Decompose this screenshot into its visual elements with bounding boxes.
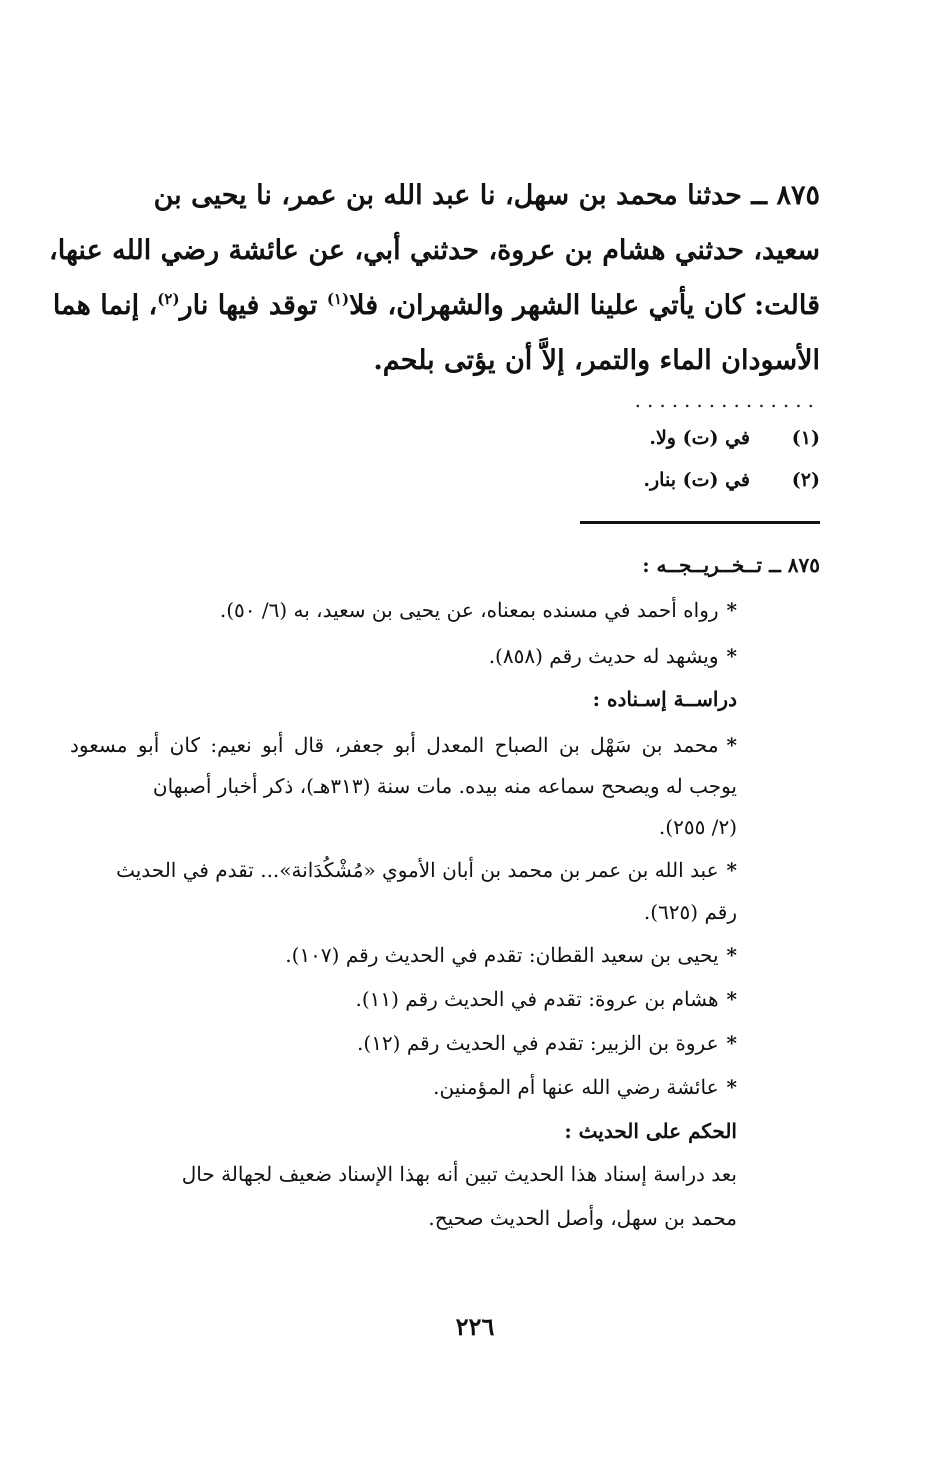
footnote-marker: (٢) [157, 290, 180, 308]
footnote [420, 427, 820, 449]
footnote-text: في (ت) بنار. [643, 469, 750, 491]
list-item [0, 598, 737, 622]
bullet-star-icon: * [726, 943, 737, 967]
hadith-line: ٨٧٥ ــ حدثنا محمد بن سهل، نا عبد الله بن عمر، نا يحيى بن [153, 180, 820, 211]
page-number: ٢٢٦ [455, 1312, 495, 1341]
isnad-paragraph-line [70, 733, 737, 757]
hukm-heading: الحكم على الحديث : [564, 1119, 737, 1143]
hadith-text-part: قالت: كان يأتي علينا الشهر والشهران، فلا [349, 290, 820, 321]
isnad-text: محمد بن سَهْل بن الصباح المعدل أبو جعفر، قال أبو نعيم: كان أبو مسعود [70, 733, 719, 757]
takhrij-item: رواه أحمد في مسنده بمعناه، عن يحيى بن سعيد، به (٦/ ٥٠). [219, 598, 719, 622]
bullet-star-icon: * [726, 598, 737, 622]
bullet-star-icon: * [726, 1031, 737, 1055]
bullet-star-icon: * [726, 858, 737, 882]
isnad-item: يحيى بن سعيد القطان: تقدم في الحديث رقم (١٠٧). [285, 943, 719, 967]
footnote-number: (١) [791, 427, 820, 449]
isnad-paragraph-line: (٢/ ٢٥٥). [658, 815, 737, 839]
hukm-paragraph-line: بعد دراسة إسناد هذا الحديث تبين أنه بهذا الإسناد ضعيف لجهالة حال [181, 1162, 737, 1186]
list-item [0, 943, 737, 967]
hadith-line: سعيد، حدثني هشام بن عروة، حدثني أبي، عن عائشة رضي الله عنها، [49, 235, 820, 266]
isnad-item: عائشة رضي الله عنها أم المؤمنين. [433, 1075, 719, 1099]
hadith-line: الأسودان الماء والتمر، إلاَّ أن يؤتى بلحم. [373, 345, 820, 376]
footnote-marker: (١) [326, 290, 350, 308]
bullet-star-icon: * [726, 733, 738, 757]
hadith-line [52, 278, 820, 333]
section-divider [580, 521, 820, 524]
list-item [0, 987, 737, 1011]
isnad-heading: دراســة إسـناده : [592, 687, 737, 711]
hadith-text-part: ، إنما هما [52, 290, 158, 321]
footnote-number: (٢) [791, 469, 820, 491]
list-item [0, 1075, 737, 1099]
hadith-text-part: توقد فيها نار [179, 290, 327, 321]
takhrij-item: ويشهد له حديث رقم (٨٥٨). [488, 644, 719, 668]
bullet-star-icon: * [726, 1075, 737, 1099]
bullet-star-icon: * [726, 644, 737, 668]
isnad-paragraph-line: رقم (٦٢٥). [643, 900, 737, 924]
isnad-item: هشام بن عروة: تقدم في الحديث رقم (١١). [355, 987, 719, 1011]
isnad-item: عروة بن الزبير: تقدم في الحديث رقم (١٢). [357, 1031, 719, 1055]
dotted-separator: ............... [634, 388, 820, 412]
footnote [420, 469, 820, 491]
takhrij-heading: ٨٧٥ ــ تــخــريــجــه : [642, 553, 820, 577]
bullet-star-icon: * [726, 987, 737, 1011]
isnad-text: عبد الله بن عمر بن محمد بن أبان الأموي «مُشْكُدَانة»... تقدم في الحديث [116, 858, 719, 882]
hukm-paragraph-line: محمد بن سهل، وأصل الحديث صحيح. [428, 1206, 737, 1230]
hadith-text [49, 168, 820, 388]
list-item [0, 644, 737, 668]
footnote-text: في (ت) ولا. [649, 427, 750, 449]
isnad-paragraph-line: يوجب له ويصحح سماعه منه بيده. مات سنة (٣١٣هـ)، ذكر أخبار أصبهان [152, 774, 737, 798]
isnad-paragraph-line [70, 858, 737, 882]
list-item [0, 1031, 737, 1055]
